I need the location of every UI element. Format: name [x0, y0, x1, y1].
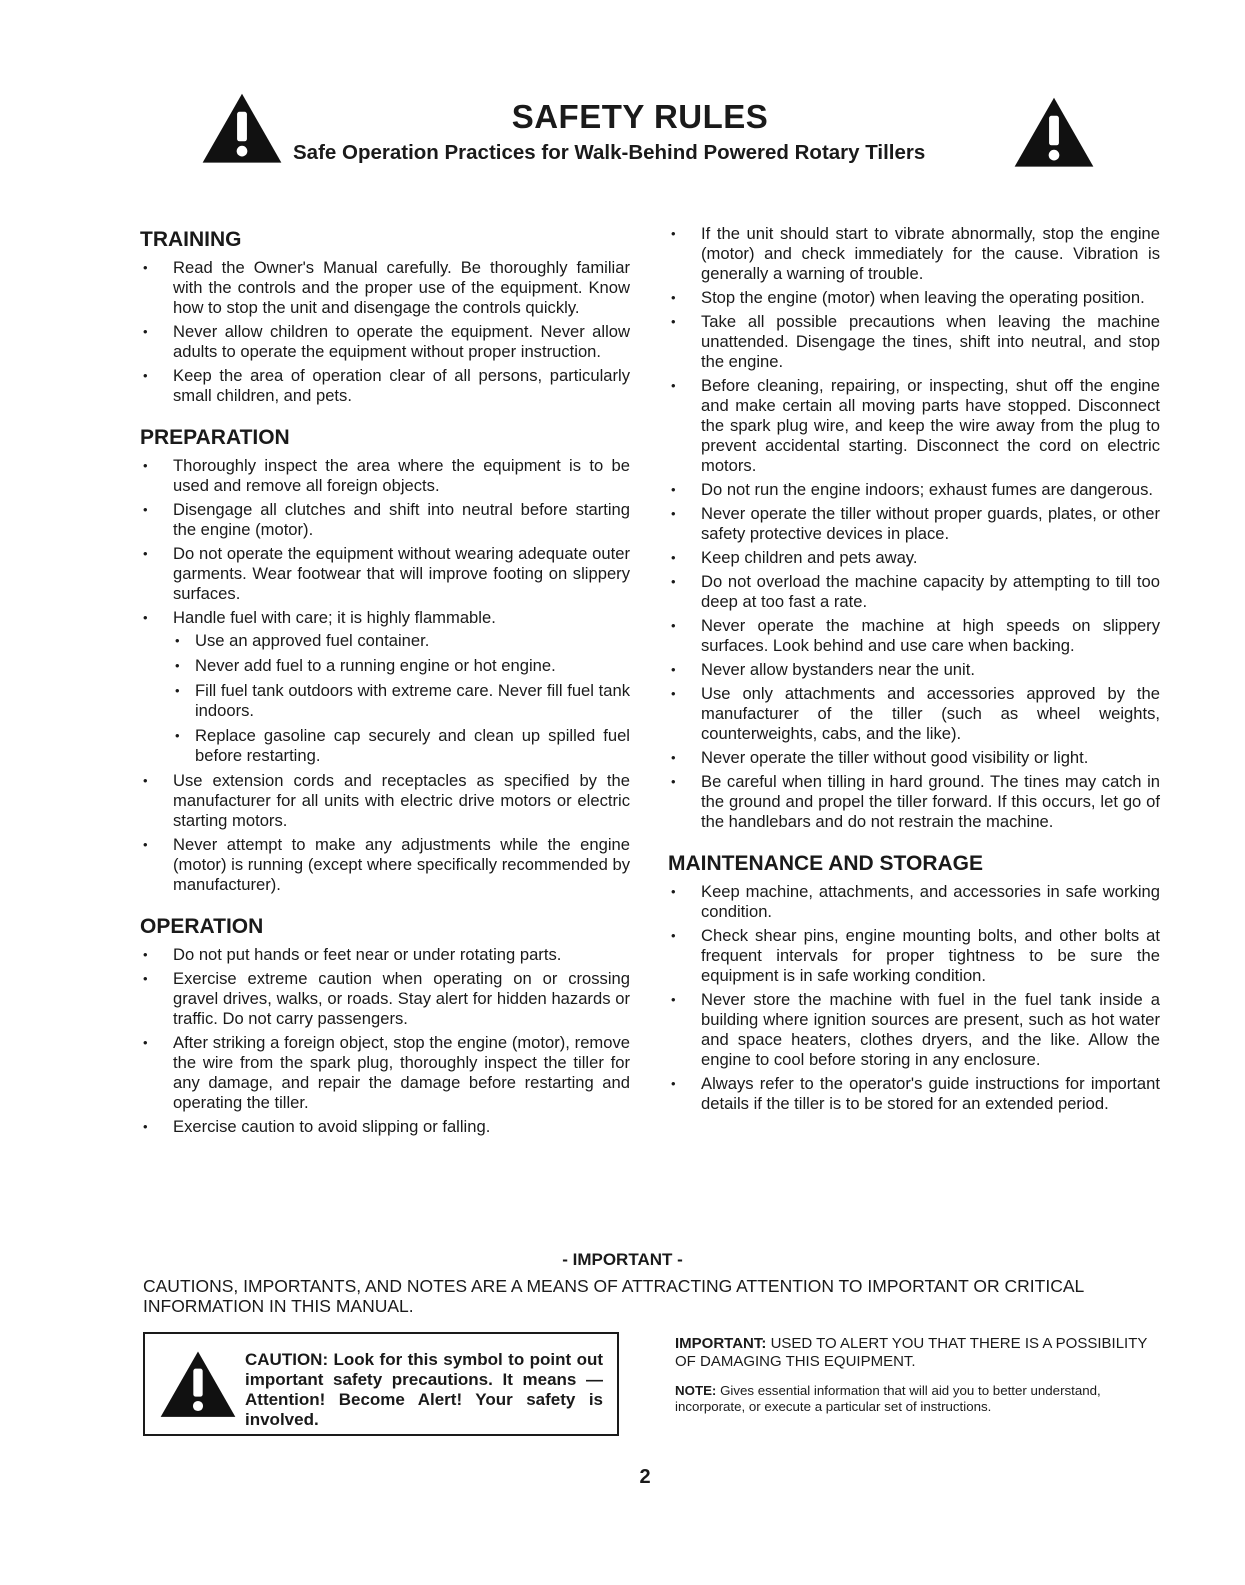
bullet-list — [140, 456, 630, 895]
section-title: MAINTENANCE AND STORAGE — [668, 852, 984, 875]
bullet-text: Always refer to the operator's guide instructions for important details if the tiller is to be stored for an extended period. — [701, 1074, 1160, 1113]
bullet-text: Never operate the machine at high speeds on slippery surfaces. Look behind and use care when backing. — [701, 616, 1160, 655]
bullet-text: After striking a foreign object, stop the engine (motor), remove the wire from the spark plug, thoroughly inspect the tiller for any damage, and repair the damage before restarting and operating the tiller. — [173, 1033, 630, 1112]
bullet-item — [668, 288, 1160, 308]
caution-text: CAUTION: Look for this symbol to point out important safety precautions. It means —Attention! Become Alert! Your safety is involved. — [245, 1350, 603, 1429]
sub-bullet-item: • Never add fuel to a running engine or hot engine. — [173, 656, 630, 676]
bullet-item — [140, 835, 630, 895]
section — [140, 915, 630, 1137]
bullet-text: Never allow children to operate the equipment. Never allow adults to operate the equipment without proper instruction. — [173, 322, 630, 361]
section-title: PREPARATION — [140, 426, 290, 449]
bullet-text: Read the Owner's Manual carefully. Be thoroughly familiar with the controls and the proper use of the equipment. Know how to stop the unit and disengage the controls quickly. — [173, 258, 630, 317]
sub-bullet-item: • Fill fuel tank outdoors with extreme care. Never fill fuel tank indoors. — [173, 681, 630, 721]
bullet-text: Never allow bystanders near the unit. — [701, 660, 975, 679]
bullet-text: Do not operate the equipment without wearing adequate outer garments. Wear footwear that will improve footing on slippery surfaces. — [173, 544, 630, 603]
bullet-item — [140, 771, 630, 831]
sub-bullet-list — [173, 631, 630, 766]
bullet-item — [668, 882, 1160, 922]
bullet-text: Handle fuel with care; it is highly flammable. — [173, 608, 496, 627]
bullet-item — [668, 312, 1160, 372]
bullet-text: Be careful when tilling in hard ground. The tines may catch in the ground and propel the tiller forward. If this occurs, let go of the handlebars and do not restrain the machine. — [701, 772, 1160, 831]
bullet-item — [668, 376, 1160, 476]
bullet-text: Use extension cords and receptacles as specified by the manufacturer for all units with electric drive motors or electric starting motors. — [173, 771, 630, 830]
bullet-text: Thoroughly inspect the area where the equipment is to be used and remove all foreign objects. — [173, 456, 630, 495]
important-text: CAUTIONS, IMPORTANTS, AND NOTES ARE A MEANS OF ATTRACTING ATTENTION TO IMPORTANT OR CRITICAL INFORMATION IN THIS MANUAL. — [143, 1276, 1084, 1316]
left-column — [140, 220, 630, 1157]
bullet-text: Keep children and pets away. — [701, 548, 918, 567]
bullet-text: Never operate the tiller without good visibility or light. — [701, 748, 1089, 767]
bullet-text: Never store the machine with fuel in the fuel tank inside a building where ignition sources are present, such as hot water and space heaters, clothes dryers, and the like. Allow the engine to cool before storing in any enclosure. — [701, 990, 1160, 1069]
note — [675, 1383, 1157, 1415]
bullet-item — [140, 1117, 630, 1137]
bullet-text: Before cleaning, repairing, or inspecting, shut off the engine and make certain all moving parts have stopped. Disconnect the spark plug wire, and keep the wire away from the plug to prevent accidental starting. Disconnect the cord on electric motors. — [701, 376, 1160, 475]
section — [668, 224, 1160, 832]
bullet-text: Exercise extreme caution when operating on or crossing gravel drives, walks, or roads. Stay alert for hidden hazards or traffic. Do not carry passengers. — [173, 969, 630, 1028]
bullet-item — [668, 772, 1160, 832]
bullet-item — [140, 945, 630, 965]
bullet-item — [140, 456, 630, 496]
important-heading: - IMPORTANT - — [562, 1250, 683, 1269]
bullet-text: Never attempt to make any adjustments while the engine (motor) is running (except where specifically recommended by manufacturer). — [173, 835, 630, 894]
bullet-item — [668, 1074, 1160, 1114]
bullet-list — [668, 224, 1160, 832]
page-header — [195, 92, 1085, 182]
bullet-text: Stop the engine (motor) when leaving the operating position. — [701, 288, 1145, 307]
bullet-text: Exercise caution to avoid slipping or falling. — [173, 1117, 491, 1136]
bullet-text: Do not put hands or feet near or under rotating parts. — [173, 945, 562, 964]
notes-block — [675, 1335, 1157, 1415]
bullet-text: Disengage all clutches and shift into neutral before starting the engine (motor). — [173, 500, 630, 539]
warning-triangle-icon — [159, 1350, 237, 1420]
bullet-item — [140, 544, 630, 604]
bullet-item — [140, 969, 630, 1029]
page-title: SAFETY RULES — [511, 98, 769, 135]
bullet-item — [668, 748, 1160, 768]
note-text: Gives essential information that will aid you to better understand, incorporate, or execute a particular set of instructions. — [675, 1383, 1101, 1414]
important-note-text: USED TO ALERT YOU THAT THERE IS A POSSIBILITY OF DAMAGING THIS EQUIPMENT. — [675, 1335, 1148, 1370]
bullet-item — [668, 480, 1160, 500]
page-number: 2 — [639, 1466, 651, 1488]
bullet-item — [140, 322, 630, 362]
important-note — [675, 1335, 1157, 1371]
important-note-label: IMPORTANT: — [675, 1335, 767, 1352]
section — [668, 852, 1160, 1114]
bullet-item — [140, 258, 630, 318]
page-subtitle: Safe Operation Practices for Walk-Behind Powered Rotary Tillers — [293, 141, 926, 164]
bullet-item — [668, 548, 1160, 568]
bullet-text: Check shear pins, engine mounting bolts, and other bolts at frequent intervals for proper tightness to be sure the equipment is in safe working condition. — [701, 926, 1160, 985]
bullet-item — [140, 1033, 630, 1113]
section-title: OPERATION — [140, 915, 264, 938]
section — [140, 426, 630, 895]
bullet-text: Do not run the engine indoors; exhaust fumes are dangerous. — [701, 480, 1154, 499]
bullet-item — [668, 224, 1160, 284]
bullet-text: Use only attachments and accessories approved by the manufacturer of the tiller (such as wheel weights, counterweights, cabs, and the like). — [701, 684, 1160, 743]
bullet-text: Take all possible precautions when leaving the machine unattended. Disengage the tines, shift into neutral, and stop the engine. — [701, 312, 1160, 371]
bullet-item — [140, 500, 630, 540]
section — [140, 228, 630, 406]
sub-bullet-item: • Replace gasoline cap securely and clean up spilled fuel before restarting. — [173, 726, 630, 766]
warning-triangle-icon — [1013, 96, 1095, 170]
note-label: NOTE: — [675, 1383, 717, 1398]
section-title: TRAINING — [140, 228, 242, 251]
bullet-text: Never operate the tiller without proper guards, plates, or other safety protective devices in place. — [701, 504, 1160, 543]
bullet-text: If the unit should start to vibrate abnormally, stop the engine (motor) and check immediately for the cause. Vibration is generally a warning of trouble. — [701, 224, 1160, 283]
bullet-list — [668, 882, 1160, 1114]
bullet-text: Keep machine, attachments, and accessories in safe working condition. — [701, 882, 1160, 921]
bullet-item — [140, 366, 630, 406]
bullet-item — [668, 990, 1160, 1070]
bullet-text: Keep the area of operation clear of all persons, particularly small children, and pets. — [173, 366, 630, 405]
bullet-item — [668, 572, 1160, 612]
bullet-text: Do not overload the machine capacity by attempting to till too deep at too fast a rate. — [701, 572, 1160, 611]
bullet-item — [668, 926, 1160, 986]
bullet-list — [140, 258, 630, 406]
sub-bullet-item: • Use an approved fuel container. — [173, 631, 630, 651]
right-column — [668, 224, 1160, 1134]
bullet-item — [668, 616, 1160, 656]
bullet-item — [668, 684, 1160, 744]
bullet-item — [140, 608, 630, 766]
bullet-item — [668, 504, 1160, 544]
bullet-list — [140, 945, 630, 1137]
bullet-item — [668, 660, 1160, 680]
caution-box — [143, 1332, 619, 1436]
